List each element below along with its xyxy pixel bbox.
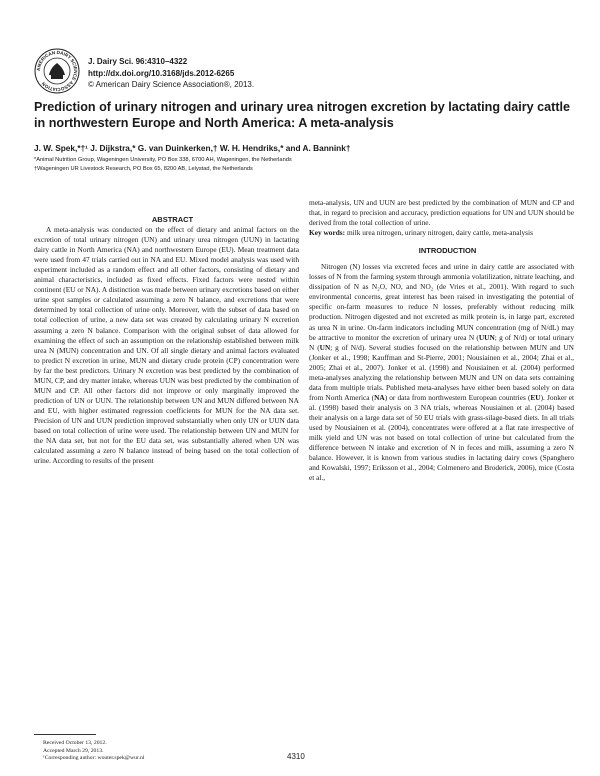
abstract-body: A meta-analysis was conducted on the effect of dietary and animal factors on the excretion of total urinary nitrogen (UN) and urinary urea nitrogen (UUN) in lactating dairy cattle in North America (NA) and northwestern Europe (EU). Mean treatment data were used from 47 trials carried out in NA and EU. Mixed model analysis was used with experiment included as a random effect and all other factors, consisting of dietary and animal characteristics, included as fixed effects. Fixed factors were nested within continent (EU or NA). A distinction was made between urinary excretions based on either urine spot samples or calculated assuming a zero N balance, and excretions that were determined by total collection of urine only. Moreover, with the subset of data based on total collection of urine, a new data set was created by calculating urinary N excretion assuming a zero N balance. Comparison with the original subset of data allowed for examining the effect of such an assumption on the relationship established between milk urea N (MUN) concentration and UN. Of all single dietary and animal factors evaluated to predict N excretion in urine, MUN and dietary crude protein (CP) concentration were by far the best predictors. Urinary N excretion was best predicted by the combination of MUN, CP, and dry matter intake, whereas UUN was best predicted by the combination of MUN and CP. All other factors did not improve or only marginally improved the prediction of UN or UUN. The relationship between UN and MUN differed between NA and EU, with higher estimated regression coefficients for MUN for the NA data set. Precision of UN and UUN prediction improved substantially when only UN or UUN data based on total collection of urine were used. The relationship between UN and MUN for the NA data set, but not for the EU data set, was substantially altered when UN was calculated assuming a zero N balance instead of being based on the total collection of urine. According to results of the present: [34, 225, 299, 466]
keywords-label: Key words:: [309, 228, 346, 238]
footnote-divider: [34, 734, 96, 735]
page-number: 4310: [287, 752, 305, 761]
received-date: Received October 13, 2012.: [43, 740, 107, 746]
doi-link[interactable]: http://dx.doi.org/10.3168/jds.2012-6265: [88, 68, 235, 78]
accepted-date: Accepted March 29, 2013.: [43, 747, 104, 754]
journal-reference: J. Dairy Sci. 96:4310–4322: [88, 57, 188, 66]
copyright-line: © American Dairy Science Association®, 2013.: [88, 80, 255, 89]
affiliation-1: *Animal Nutrition Group, Wageningen University, PO Box 338, 6700 AH, Wageningen, the Netherlands: [34, 157, 292, 163]
footnotes: [43, 740, 144, 763]
right-column: [309, 198, 574, 483]
keywords-text: milk urea nitrogen, urinary nitrogen, dairy cattle, meta-analysis: [346, 228, 533, 238]
association-logo-icon: [34, 48, 80, 94]
keywords: [309, 228, 574, 238]
logo-ring-text: AMERICAN DAIRY SCIENCE ASSOCIATION: [35, 49, 79, 93]
corresponding-author: ¹Corresponding author: wouter.spek@wur.nl: [43, 755, 145, 762]
affiliations: [34, 156, 292, 173]
author-list: J. W. Spek,*†¹ J. Dijkstra,* G. van Duinkerken,† W. H. Hendriks,* and A. Bannink†: [34, 143, 351, 153]
introduction-heading: INTRODUCTION: [418, 246, 477, 256]
introduction-paragraph: Nitrogen (N) losses via excreted feces and urine in dairy cattle are associated with losses of N from the farming system through ammonia volatilization, nitrate leaching, and dissipation of N as N₂O, NO, and NO₂ (de Vries et al., 2001). With regard to such environmental concerns, great interest has been raised in investigating the potential of specific on-farm measures to reduce N losses, preferably without reducing milk production. Nitrogen digested and not excreted as milk protein is, in large part, excreted as urea N in urine. On-farm indicators including MUN concentration (mg of N/dL) may be attractive to monitor the excretion of urinary urea N (UUN; g of N/d) or total urinary N (UN; g of N/d). Several studies focused on the relationship between MUN and UN (Jonker et al., 1998; Kauffman and St-Pierre, 2001; Nousiainen et al., 2004; Zhai et al., 2005; Zhai et al., 2007). Jonker et al. (1998) and Nousiainen et al. (2004) performed meta-analyses analyzing the relationship between MUN and UN on data sets containing data from multiple trials. Published meta-analyses have either been based solely on data from North America (NA) or data from northwestern European countries (EU). Jonker et al. (1998) based their analysis on 3 NA trials, whereas Nousiainen et al. (2004) based their analysis on a large data set of 50 EU trials with grass-silage-based diets. In all trials used by Nousiainen et al. (2004), concentrates were offered at a flat rate irrespective of milk yield and UN was not based on total collection of urine but calculated from the difference between N intake and excretion of N in feces and milk, assuming a zero N balance. However, it is known from various studies in lactating dairy cows (Spanghero and Kowalski, 1997; Eriksson et al., 2004; Colmenero and Broderick, 2006), mice (Costa et al.,: [309, 262, 575, 483]
journal-info: [88, 56, 254, 91]
left-column: [34, 215, 299, 466]
abstract-continuation: meta-analysis, UN and UUN are best predicted by the combination of MUN and CP and that, in regard to precision and accuracy, prediction equations for UN and UUN should be derived from the total collection of urine.: [309, 198, 574, 228]
affiliation-2: †Wageningen UR Livestock Research, PO Box 65, 8200 AB, Lelystad, the Netherlands: [34, 165, 253, 172]
abstract-heading: ABSTRACT: [151, 215, 194, 224]
article-title: Prediction of urinary nitrogen and urinary urea nitrogen excretion by lactating dairy cattle in northwestern Europe and North America: A meta-analysis: [34, 100, 571, 130]
